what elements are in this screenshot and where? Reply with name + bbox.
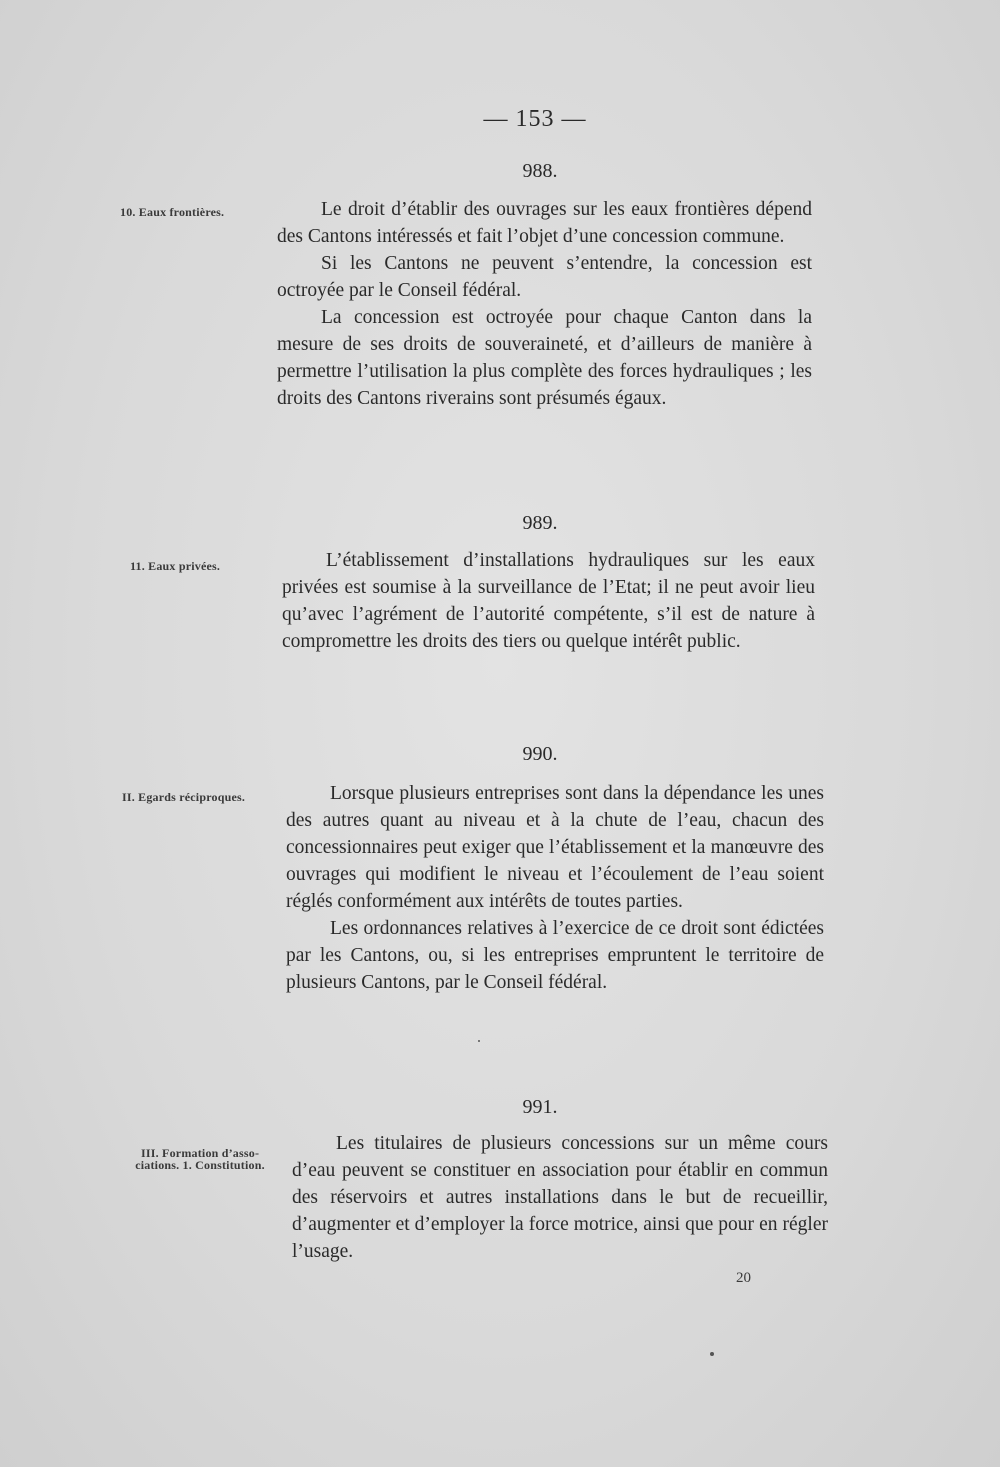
paragraph: Si les Cantons ne peuvent s’entendre, la concession est octroyée par le Conseil fédéral. xyxy=(277,253,812,301)
article-text xyxy=(292,1130,828,1265)
article-number: 988. xyxy=(522,160,558,182)
page-number: — 153 — xyxy=(483,106,587,132)
article-text xyxy=(286,780,824,996)
article-number: 990. xyxy=(522,743,558,765)
paragraph: Les ordonnances relatives à l’exercice de ce droit sont édictées par les Cantons, ou, si les entreprises empruntent le territoire de plusieurs Cantons, par le Conseil fédéral. xyxy=(286,918,824,993)
signature-mark: 20 xyxy=(736,1270,751,1286)
article-text xyxy=(277,196,812,412)
ink-speck xyxy=(710,1352,714,1356)
margin-note: 10. Eaux frontières. xyxy=(120,205,225,219)
paragraph: Les titulaires de plusieurs concessions sur un même cours d’eau peuvent se constituer en association pour établir en commun des réservoirs et autres installations dans le but de recueillir, d’augmenter et d’employer la force motrice, ainsi que pour en régler l’usage. xyxy=(292,1133,828,1262)
ink-speck xyxy=(478,1040,480,1042)
paragraph: L’établissement d’installations hydrauliques sur les eaux privées est soumise à la surveillance de l’Etat; il ne peut avoir lieu qu’avec l’agrément de l’autorité compétente, s’il est de nature à compromettre les droits des tiers ou quelque intérêt public. xyxy=(282,550,815,652)
article-number: 989. xyxy=(522,512,558,534)
paragraph: Lorsque plusieurs entreprises sont dans la dépendance les unes des autres quant au niveau et à la chute de l’eau, chacun des concessionnaires peut exiger que l’établissement et la manœuvre des ouvrages qui modifient le niveau et l’écoulement de l’eau soient réglés conformément aux intérêts de toutes parties. xyxy=(286,783,824,912)
article-number: 991. xyxy=(522,1096,558,1118)
paragraph: La concession est octroyée pour chaque Canton dans la mesure de ses droits de souveraineté, et d’ailleurs de manière à permettre l’utilisation la plus complète des forces hydrauliques ; les droits des Cantons riverains sont présumés égaux. xyxy=(277,307,812,409)
margin-note: 11. Eaux privées. xyxy=(130,559,221,573)
margin-note: III. Formation d’associations. 1. Constitution. xyxy=(135,1146,265,1172)
margin-note: II. Egards réciproques. xyxy=(122,790,246,804)
paragraph: Le droit d’établir des ouvrages sur les eaux frontières dépend des Cantons intéressés et fait l’objet d’une concession commune. xyxy=(277,199,812,247)
article-text xyxy=(282,547,815,655)
